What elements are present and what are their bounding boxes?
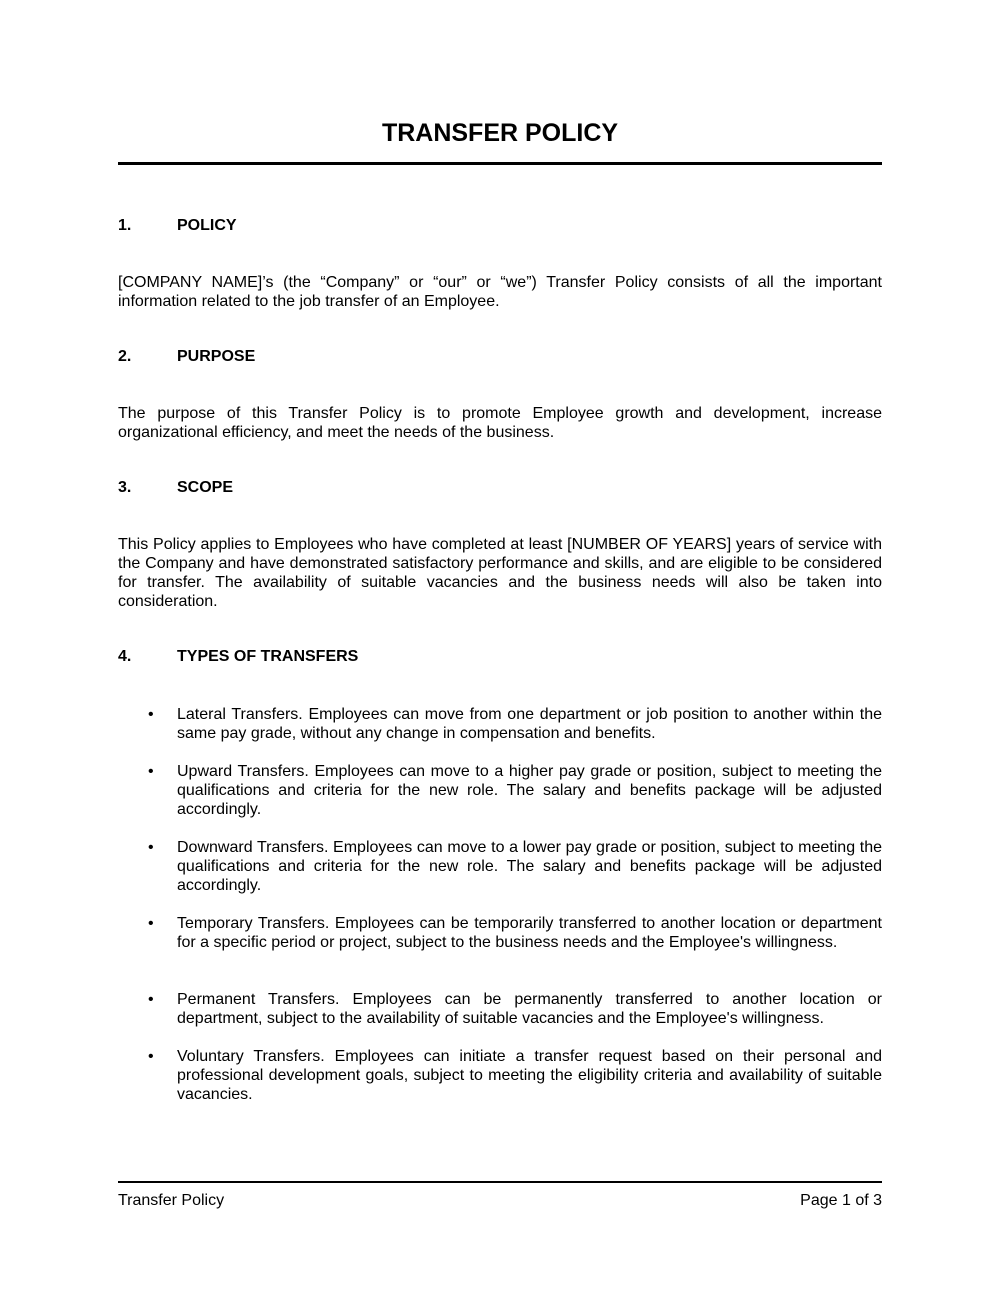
list-item	[148, 762, 882, 819]
section-heading-scope	[118, 478, 882, 498]
section-heading-purpose	[118, 347, 882, 367]
bullet-icon: •	[148, 915, 154, 932]
section-title: PURPOSE	[177, 348, 256, 365]
bullet-icon: •	[148, 839, 154, 856]
section-body-scope: This Policy applies to Employees who have completed at least [NUMBER OF YEARS] years of service with the Company and have demonstrated satisfactory performance and skills, and are eligible to be considered for transfer. The availability of suitable vacancies and the business needs will also be taken into consideration.	[118, 536, 882, 610]
bullet-icon: •	[148, 706, 154, 723]
list-item-text: Voluntary Transfers. Employees can initiate a transfer request based on their personal and professional development goals, subject to meeting the eligibility criteria and availability of suitable vacancies.	[177, 1048, 882, 1103]
list-item-text: Lateral Transfers. Employees can move from one department or job position to another within the same pay grade, without any change in compensation and benefits.	[177, 706, 882, 742]
section-number: 1.	[118, 217, 132, 234]
list-item	[148, 705, 882, 743]
section-heading-policy	[118, 216, 882, 236]
section-title: POLICY	[177, 217, 237, 234]
section-body-purpose: The purpose of this Transfer Policy is to promote Employee growth and development, increase organizational efficiency, and meet the needs of the business.	[118, 405, 882, 441]
section-number: 3.	[118, 479, 132, 496]
footer-page-number: Page 1 of 3	[800, 1192, 882, 1209]
section-title: TYPES OF TRANSFERS	[177, 648, 359, 665]
section-body-policy: [COMPANY NAME]’s (the “Company” or “our” or “we”) Transfer Policy consists of all the important information related to the job transfer of an Employee.	[118, 274, 882, 310]
list-item	[148, 914, 882, 952]
footer-document-name: Transfer Policy	[118, 1192, 225, 1209]
bullet-icon: •	[148, 1048, 154, 1065]
section-number: 2.	[118, 348, 132, 365]
list-item-text: Downward Transfers. Employees can move to a lower pay grade or position, subject to meeting the qualifications and criteria for the new role. The salary and benefits package will be adjusted accordingly.	[177, 839, 882, 894]
footer-divider	[118, 1181, 882, 1183]
list-item	[148, 838, 882, 895]
bullet-icon: •	[148, 991, 154, 1008]
list-item	[148, 990, 882, 1028]
section-title: SCOPE	[177, 479, 234, 496]
bullet-icon: •	[148, 763, 154, 780]
section-heading-types-of-transfers	[118, 647, 882, 667]
page-title: TRANSFER POLICY	[381, 119, 619, 147]
list-item-text: Permanent Transfers. Employees can be permanently transferred to another location or department, subject to the availability of suitable vacancies and the Employee's willingness.	[177, 991, 882, 1027]
title-divider	[118, 162, 882, 165]
list-item	[148, 1047, 882, 1104]
list-item-text: Temporary Transfers. Employees can be temporarily transferred to another location or department for a specific period or project, subject to the business needs and the Employee's willingness.	[177, 915, 882, 951]
list-item-text: Upward Transfers. Employees can move to a higher pay grade or position, subject to meeting the qualifications and criteria for the new role. The salary and benefits package will be adjusted accordingly.	[177, 763, 882, 818]
section-number: 4.	[118, 648, 132, 665]
